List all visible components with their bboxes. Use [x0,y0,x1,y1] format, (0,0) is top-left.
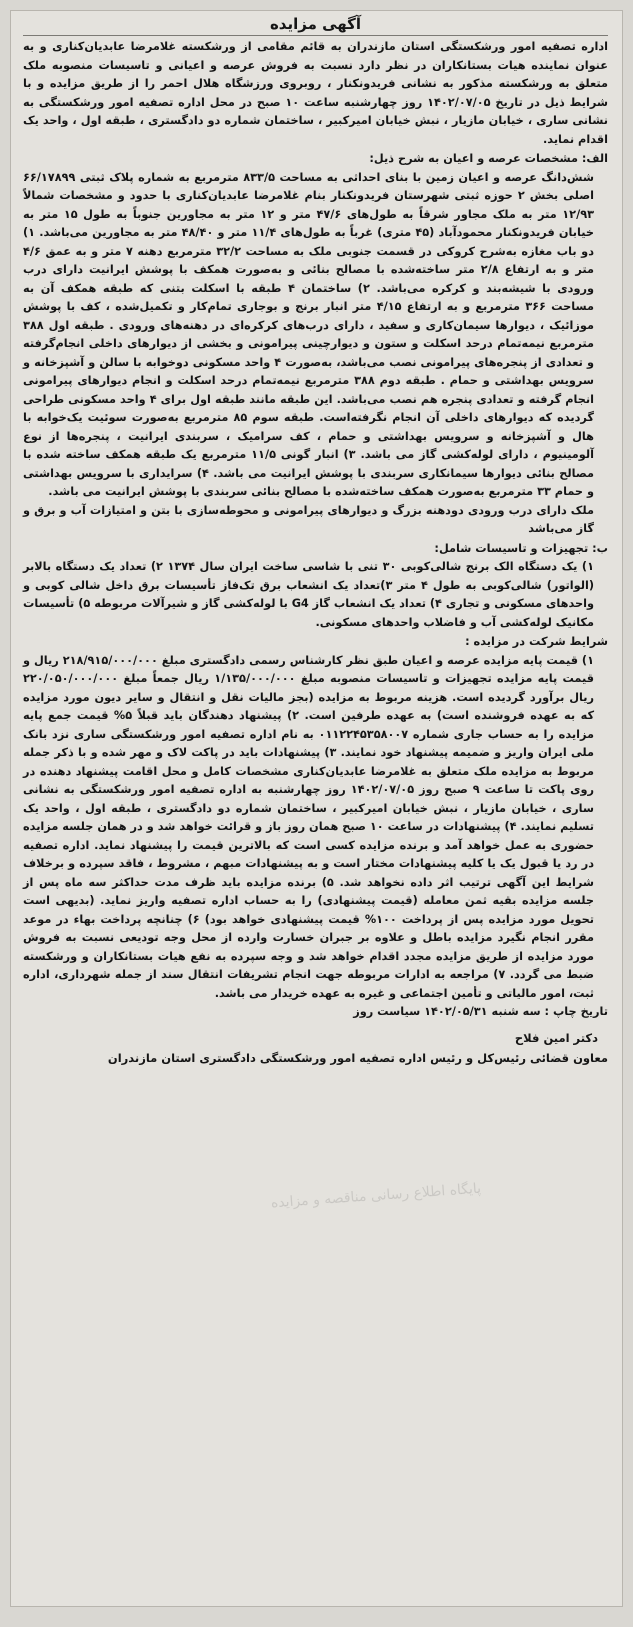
signer-title: معاون قضائی رئیس‌کل و رئیس اداره تصفیه امور ورشکستگی دادگستری استان مازندران [107,1050,608,1065]
print-date: تاریخ چاپ : سه شنبه ۱۴۰۲/۰۵/۳۱ سیاست روز [353,1005,608,1018]
section-b-paragraph: ۱) یک دستگاه الک برنج شالی‌کوبی ۳۰ تنی با شاسی ساخت ایران سال ۱۳۷۴ ۲) تعداد یک دستگاه بالابر (الواتور) شالی‌کوبی به طول ۴ متر ۳)تعداد یک انشعاب برق تک‌فاز تأسیسات برق داخل شالی کوبی و واحدهای مسکونی و تجاری ۴) تعداد یک انشعاب گاز G4 با لوله‌کشی گاز و شیرآلات مربوطه ۵) تأسیسات مکانیک لوله‌کشی آب و فاضلاب واحدهای مسکونی. [23,560,595,629]
notice-body [23,38,608,1022]
watermark-text: پایگاه اطلاع رسانی مناقصه و مزایده [270,1180,482,1212]
intro-paragraph: اداره تصفیه امور ورشکستگی استان مازندران به قائم مقامی از ورشکسته غلامرضا عابدیان‌کناری و به عنوان نماینده هیات بستانکاران در نظر دارد نسبت به فروش عرصه و اعیانی و تاسیسات منصوبه ملک متعلق به ورشکسته مذکور به نشانی فریدونکنار ، روبروی ورزشگاه هلال احمر را از طریق مزایده و با شرایط ذیل در تاریخ ۱۴۰۲/۰۷/۰۵ روز چهارشنبه ساعت ۱۰ صبح در محل اداره تصفیه امور ورشکستگی به نشانی ساری ، خیابان مازیار ، نبش خیابان امیرکبیر ، ساختمان شماره دو دادگستری ، طبقه اول ، واحد یک اقدام نماید. [23,40,608,146]
conditions-heading: شرایط شرکت در مزایده : [465,635,608,648]
section-a-tail: ملک دارای درب ورودی دودهنه بزرگ و دیوارهای پیرامونی و محوطه‌سازی با بتن و امتیازات آب و برق و گاز می‌باشد [23,503,594,535]
auction-notice [10,10,623,1607]
signer-name: دکتر امین فلاح [514,1030,598,1045]
signature-block [23,1028,608,1068]
section-b-heading: ب: تجهیزات و تاسیسات شامل: [434,541,608,555]
section-a-paragraph: شش‌دانگ عرصه و اعیان زمین با بنای احداثی به مساحت ۸۳۳/۵ مترمربع به شماره پلاک ثبتی ۶۶/۱۷۸۹۹ اصلی بخش ۲ حوزه ثبتی شهرستان فریدونکنار بنام غلامرضا عابدیان‌کناری با حدود و مشخصات شمالاً ۱۲/۹۳ متر به ملک مجاور شرقاً به طول‌های ۴۷/۶ متر و ۱۲ متر به مجاورین جنوباً به طول ۱۵ متر به خیابان فریدونکنار محمودآباد (۴۵ متری) غرباً به طول‌های ۱۱/۴ متر و ۴۸/۴۰ متر به مجاورین می‌باشد. ۱) دو باب مغازه به‌شرح کروکی در قسمت جنوبی ملک به مساحت ۳۲/۲ مترمربع دهنه ۷ متر و به عمق ۴/۶ متر و به ارتفاع ۲/۸ متر ساخته‌شده با مصالح بنائی و به‌صورت همکف با پوشش ایرانیت دارای درب ورودی با شیشه‌بند و کرکره می‌باشد. ۲) ساختمان ۴ طبقه با اسکلت بتنی که طبقه همکف آن به مساحت ۳۶۶ مترمربع و به ارتفاع ۴/۱۵ متر انبار برنج و بوجاری تمام‌کار و تکمیل‌شده ، کف با پوشش موزائیک ، دیوارها سیمان‌کاری و سفید ، دارای درب‌های کرکره‌ای در دهنه‌های ورودی . طبقه اول ۳۸۸ مترمربع نیمه‌تمام درحد اسکلت و ستون و دیوارچینی پیرامونی و بخشی از دیوارهای داخلی انجام‌گرفته و تعدادی از پنجره‌های پیرامونی نصب می‌باشد، به‌صورت ۴ واحد مسکونی دوخوابه با سالن و آشپزخانه و سرویس بهداشتی و حمام . طبقه دوم ۳۸۸ مترمربع نیمه‌تمام درحد اسکلت و انجام دیوارهای پیرامونی انجام گرفته و تعدادی پنجره هم نصب می‌باشد. این طبقه مانند طبقه اول برای ۴ واحد مسکونی طراحی گردیده که دیوارهای داخلی آن انجام نگرفته‌است. طبقه سوم ۸۵ مترمربع به‌صورت سوئیت یک‌خوابه با هال و آشپزخانه و سرویس بهداشتی و حمام ، کف سرامیک ، سربندی ایرانیت ، پنجره‌ها از نوع آلومینیوم ، دارای لوله‌کشی گاز می باشد. ۳) انبار گونی ۱۱/۵ مترمربع یک طبقه همکف ساخته شده با مصالح بنائی دیوارها سیمانکاری سربندی با پوشش ایرانیت می باشد. ۴) سرایداری با سرویس بهداشتی و حمام ۳۳ مترمربع به‌صورت همکف ساخته‌شده با مصالح بنائی سربندی با پوشش ایرانیت می باشد. [23,170,595,498]
section-a-heading: الف: مشخصات عرصه و اعیان به شرح ذیل: [369,152,608,165]
notice-title: آگهی مزایده [23,15,608,36]
conditions-paragraph: ۱) قیمت پایه مزایده عرصه و اعیان طبق نظر کارشناس رسمی دادگستری مبلغ ۲۱۸/۹۱۵/۰۰۰/۰۰۰ ریال و قیمت پایه مزایده تجهیزات و تاسیسات منصوبه مبلغ ۱/۱۳۵/۰۰۰/۰۰۰ ریال جمعاً مبلغ ۲۲۰/۰۵۰/۰۰۰/۰۰۰ ریال برآورد گردیده است. هزینه مربوط به مزایده (بجز مالیات نقل و انتقال و سایر دیون مورد مزایده که به عهده فروشنده است) به عهده طرفین است. ۲) پیشنهاد دهندگان باید قبلاً ۵% قیمت جمع پایه مزایده را به حساب جاری شماره ۰۱۱۲۲۴۵۳۵۸۰۰۷ به نام اداره تصفیه امور ورشکستگی ساری نزد بانک ملی ایران واریز و ضمیمه پیشنهاد خود نمایند. ۳) پیشنهادات باید در پاکت لاک و مهر شده و با ذکر جمله مربوط به مزایده ملک متعلق به غلامرضا عابدیان‌کناری مشخصات کامل و محل اقامت پیشنهاد دهنده در روی پاکت تا ساعت ۹ صبح روز ۱۴۰۲/۰۷/۰۵ روز چهارشنبه به اداره تصفیه امور ورشکستگی به نشانی ساری ، خیابان مازیار ، نبش خیابان امیرکبیر ، ساختمان شماره دو دادگستری ، طبقه اول ، واحد یک تسلیم نمایند. ۴) پیشنهادات در ساعت ۱۰ صبح همان روز باز و قرائت خواهد شد و در همان جلسه مزایده حضوری به عمل خواهد آمد و برنده مزایده کسی است که بالاترین قیمت را پیشنهاد نماید. اداره تصفیه در رد یا قبول یک یا کلیه پیشنهادات مختار است و به پیشنهادات مبهم ، مشروط ، فاقد سپرده و برخلاف شرایط این آگهی ترتیب اثر داده نخواهد شد. ۵) برنده مزایده باید ظرف مدت حداکثر سه ماه پس از جلسه مزایده بقیه ثمن معامله (قیمت پیشنهادی) را به حساب اداره تصفیه واریز نماید. (بدیهی است تحویل مورد مزایده پس از پرداخت ۱۰۰% قیمت پیشنهادی خواهد بود) ۶) چنانچه پرداخت بهاء در موعد مقرر انجام نگیرد مزایده باطل و علاوه بر جبران خسارت وارده از محل وجه تودیعی نسبت به فروش مورد مزایده از طریق مزایده مجدد اقدام خواهد شد و وجه سپرده به نفع هیات بستانکاران و ورشکسته ضبط می گردد. ۷) مراجعه به ادارات مربوطه جهت انجام تشریفات انتقال سند از جمله شهرداری، اداره ثبت، امور مالیاتی و تأمین اجتماعی و غیره به عهده خریدار می باشد. [23,653,595,1000]
